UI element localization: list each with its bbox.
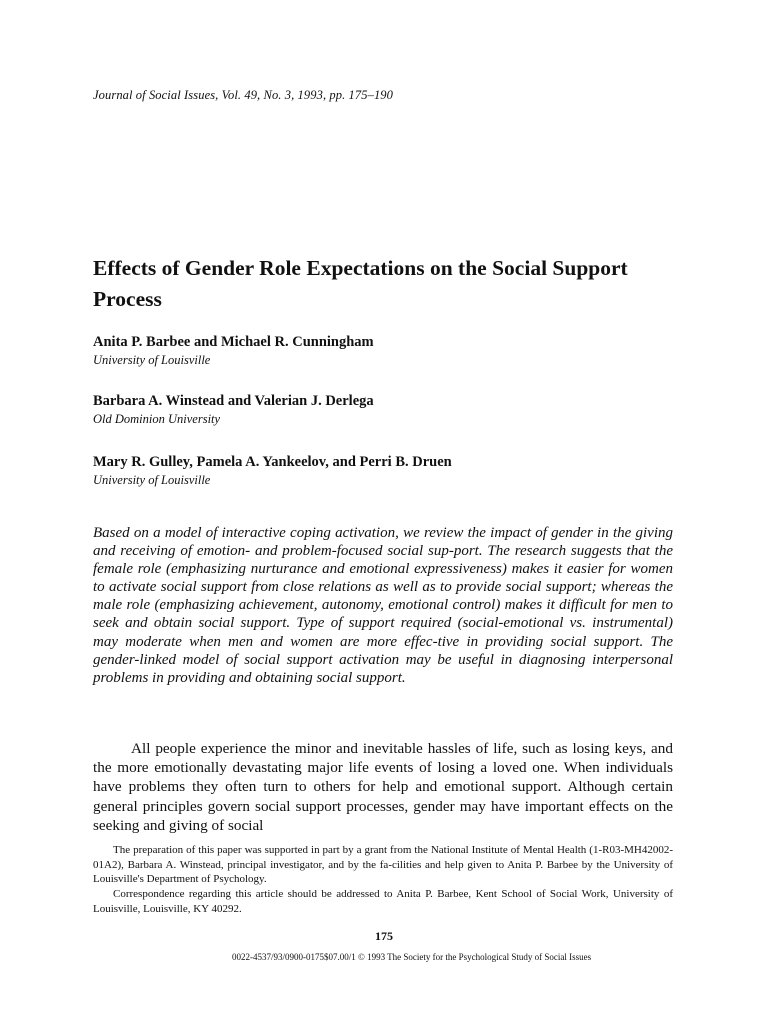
author-affiliation: Old Dominion University: [93, 412, 221, 426]
copyright-line: 0022-4537/93/0900-0175$07.00/1 © 1993 The Society for the Psychological Study of Social Issues: [232, 952, 592, 962]
article-title: Effects of Gender Role Expectations on the Social Support Process: [93, 256, 628, 311]
author-affiliation: University of Louisville: [93, 353, 211, 367]
author-group-3: [93, 453, 452, 489]
footnote-correspondence: Correspondence regarding this article should be addressed to Anita P. Barbee, Kent School of Social Work, University of Louisville, Louisville, KY 40292.: [93, 888, 673, 915]
author-affiliation: University of Louisville: [93, 473, 211, 487]
body-paragraph: All people experience the minor and inevitable hassles of life, such as losing keys, and the more emotionally devastating major life events of losing a loved one. When individuals have problems they often turn to others for help and emotional support. Although certain general principles govern social support processes, gender may have important effects on the seeking and giving of social: [93, 740, 673, 834]
author-names: Anita P. Barbee and Michael R. Cunningham: [93, 334, 374, 350]
author-names: Mary R. Gulley, Pamela A. Yankeelov, and Perri B. Druen: [93, 454, 452, 470]
author-names: Barbara A. Winstead and Valerian J. Derlega: [93, 393, 374, 409]
footnote-funding: The preparation of this paper was supported in part by a grant from the National Institute of Mental Health (1-R03-MH42002-01A2), Barbara A. Winstead, principal investigator, and by the fa-cilities and help given to Anita P. Barbee by the University of Louisville's Department of Psychology.: [93, 844, 673, 886]
page-number: 175: [375, 929, 393, 943]
author-group-1: [93, 333, 374, 369]
abstract: Based on a model of interactive coping activation, we review the impact of gender in the giving and receiving of emotion- and problem-focused social sup-port. The research suggests that the female role (emphasizing nurturance and emotional expressiveness) makes it easier for women to activate social support from close relations as well as to provide social support; whereas the male role (emphasizing achievement, autonomy, emotional control) makes it difficult for men to seek and obtain social support. Type of support required (social-emotional vs. instrumental) may moderate when men and women are more effec-tive in providing social support. The gender-linked model of social support activation may be useful in diagnosing interpersonal problems in providing and obtaining social support.: [93, 525, 673, 686]
author-group-2: [93, 392, 374, 428]
journal-citation: Journal of Social Issues, Vol. 49, No. 3, 1993, pp. 175–190: [93, 88, 393, 102]
